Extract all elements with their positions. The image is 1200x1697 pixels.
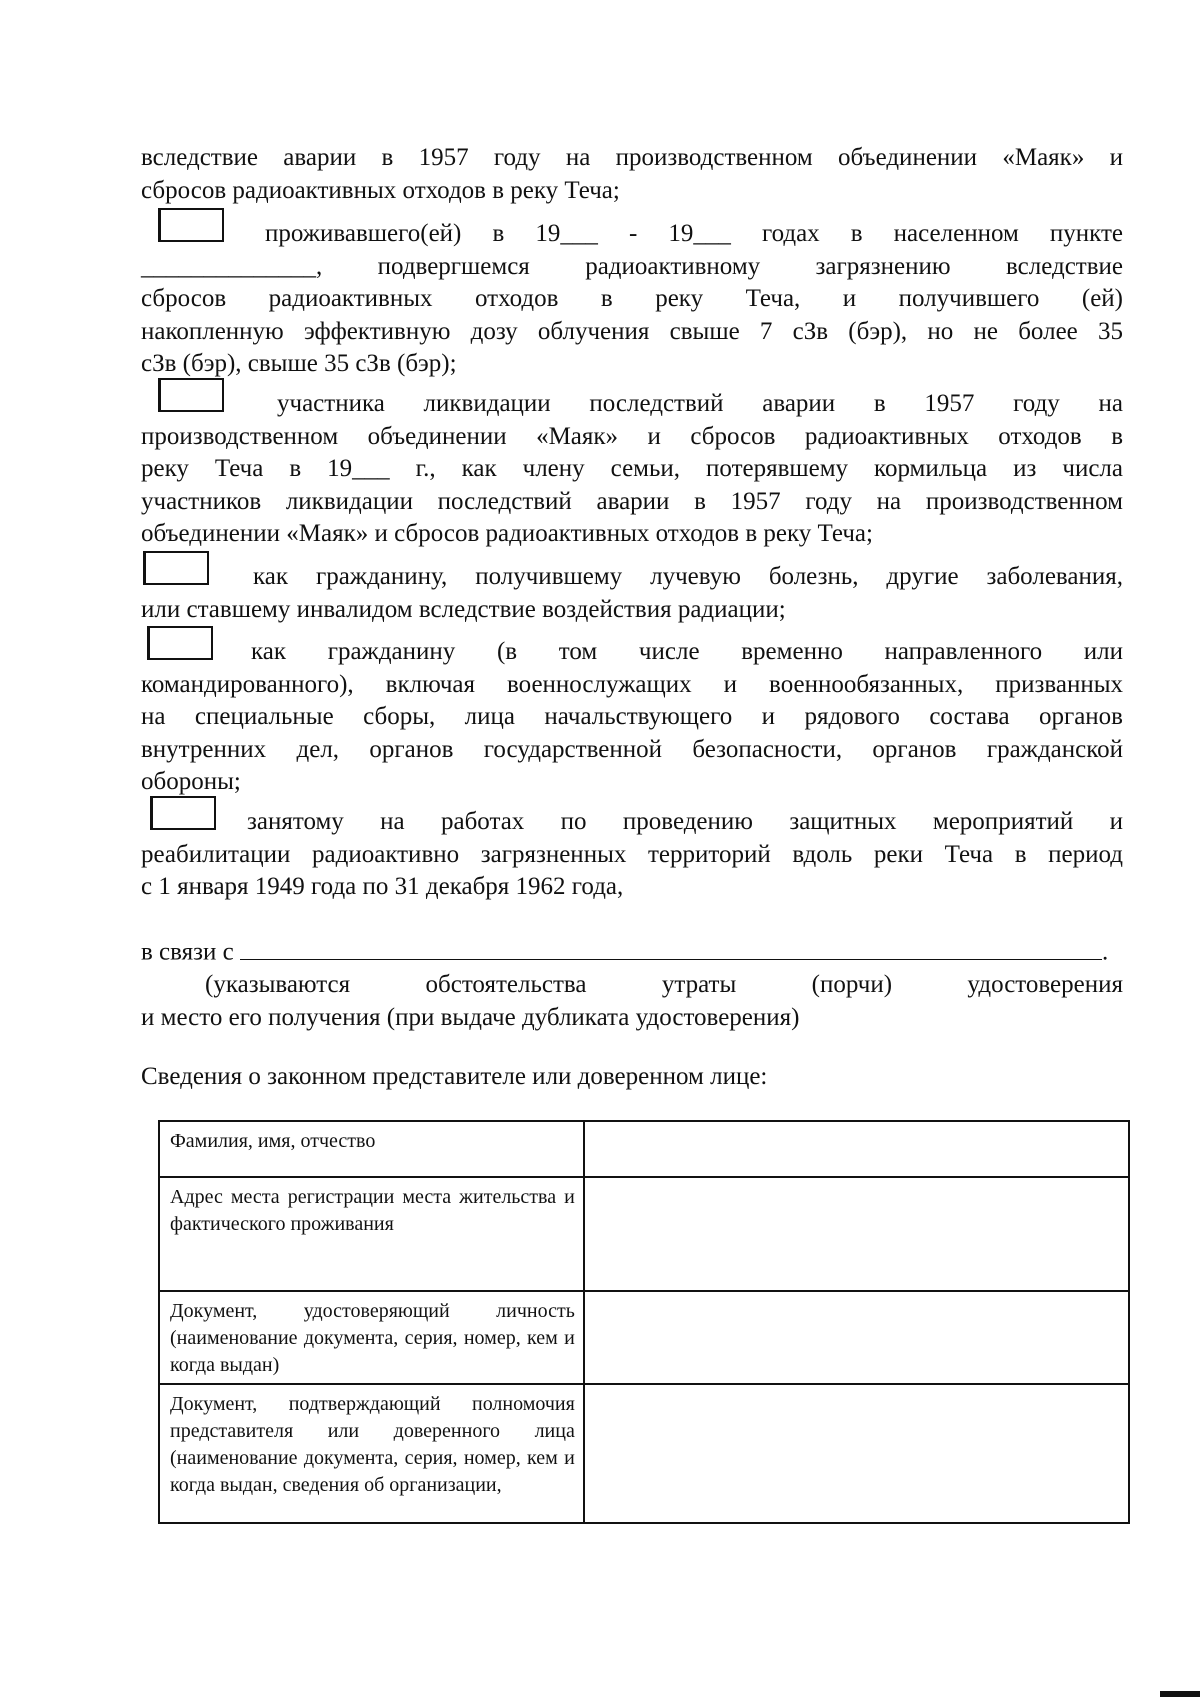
text-line: реабилитации радиоактивно загрязненных территорий вдоль реки Теча в период — [141, 840, 1123, 868]
row-value-identity-document[interactable] — [584, 1291, 1129, 1384]
row-value-full-name[interactable] — [584, 1121, 1129, 1177]
section-heading: Сведения о законном представителе или доверенном лице: — [141, 1063, 768, 1090]
table-row — [159, 1177, 1129, 1291]
text-line: обороны; — [141, 768, 241, 795]
text-line: как гражданину (в том числе временно направленного или — [251, 638, 1123, 665]
paragraph-citizen-sent — [141, 636, 1123, 799]
paragraph-resided — [141, 218, 1123, 381]
text-line: командированного), включая военнослужащих и военнообязанных, призванных — [141, 670, 1123, 698]
table-row — [159, 1384, 1129, 1523]
text-line: вследствие аварии в 1957 году на производственном объединении «Маяк» и — [141, 144, 1123, 171]
text-line: сбросов радиоактивных отходов в реку Теча; — [141, 176, 620, 204]
text-line: с 1 января 1949 года по 31 декабря 1962 года, — [141, 873, 624, 900]
text-line: как гражданину, получившему лучевую болезнь, другие заболевания, — [253, 563, 1123, 590]
connection-note-line: и место его получения (при выдаче дубликата удостоверения) — [141, 1003, 800, 1031]
row-label-authority-document: Документ, подтверждающий полномочия представителя или доверенного лица (наименование документа, серия, номер, кем и когда выдан, сведения об организации, — [159, 1384, 584, 1523]
representative-heading — [141, 1061, 1123, 1094]
paragraph-liquidation-participant — [141, 388, 1123, 551]
text-line: участника ликвидации последствий аварии в 1957 году на — [277, 390, 1123, 417]
connection-line — [141, 936, 1123, 969]
text-line: на специальные сборы, лица начальствующего и рядового состава органов — [141, 703, 1123, 730]
text-line: сбросов радиоактивных отходов в реку Теча, и получившего (ей) — [141, 285, 1123, 312]
row-label-identity-document: Документ, удостоверяющий личность (наименование документа, серия, номер, кем и когда выдан) — [159, 1291, 584, 1384]
text-line: накопленную эффективную дозу облучения свыше 7 сЗв (бэр), но не более 35 — [141, 317, 1123, 345]
row-label-full-name: Фамилия, имя, отчество — [159, 1121, 584, 1177]
scan-edge-mark — [1160, 1691, 1200, 1697]
text-line: занятому на работах по проведению защитных мероприятий и — [247, 808, 1123, 835]
table-row — [159, 1121, 1129, 1177]
text-line: внутренних дел, органов государственной безопасности, органов гражданской — [141, 735, 1123, 763]
row-label-address: Адрес места регистрации места жительства и фактического проживания — [159, 1177, 584, 1291]
representative-table — [158, 1120, 1130, 1524]
table-row — [159, 1291, 1129, 1384]
text-line: сЗв (бэр), свыше 35 сЗв (бэр); — [141, 350, 457, 377]
text-line: объединении «Маяк» и сбросов радиоактивных отходов в реку Теча; — [141, 520, 873, 547]
paragraph-radiation-sickness — [141, 561, 1123, 626]
connection-note — [141, 969, 1123, 1034]
text-line: реку Теча в 19___ г., как члену семьи, потерявшему кормильца из числа — [141, 455, 1123, 482]
row-value-address[interactable] — [584, 1177, 1129, 1291]
connection-reason-field[interactable] — [240, 936, 1102, 960]
paragraph-protective-works — [141, 806, 1123, 904]
text-line: ______________, подвергшемся радиоактивному загрязнению вследствие — [141, 252, 1123, 280]
paragraph-accident-consequences — [141, 142, 1123, 207]
text-line: проживавшего(ей) в 19___ - 19___ годах в населенном пункте — [265, 220, 1123, 247]
text-line: участников ликвидации последствий аварии в 1957 году на производственном — [141, 487, 1123, 515]
connection-prefix: в связи с — [141, 938, 234, 966]
text-line: или ставшему инвалидом вследствие воздействия радиации; — [141, 595, 786, 623]
text-line: производственном объединении «Маяк» и сбросов радиоактивных отходов в — [141, 422, 1123, 450]
connection-note-line: (указываются обстоятельства утраты (порчи) удостоверения — [205, 971, 1123, 998]
row-value-authority-document[interactable] — [584, 1384, 1129, 1523]
connection-suffix: . — [1101, 938, 1109, 966]
